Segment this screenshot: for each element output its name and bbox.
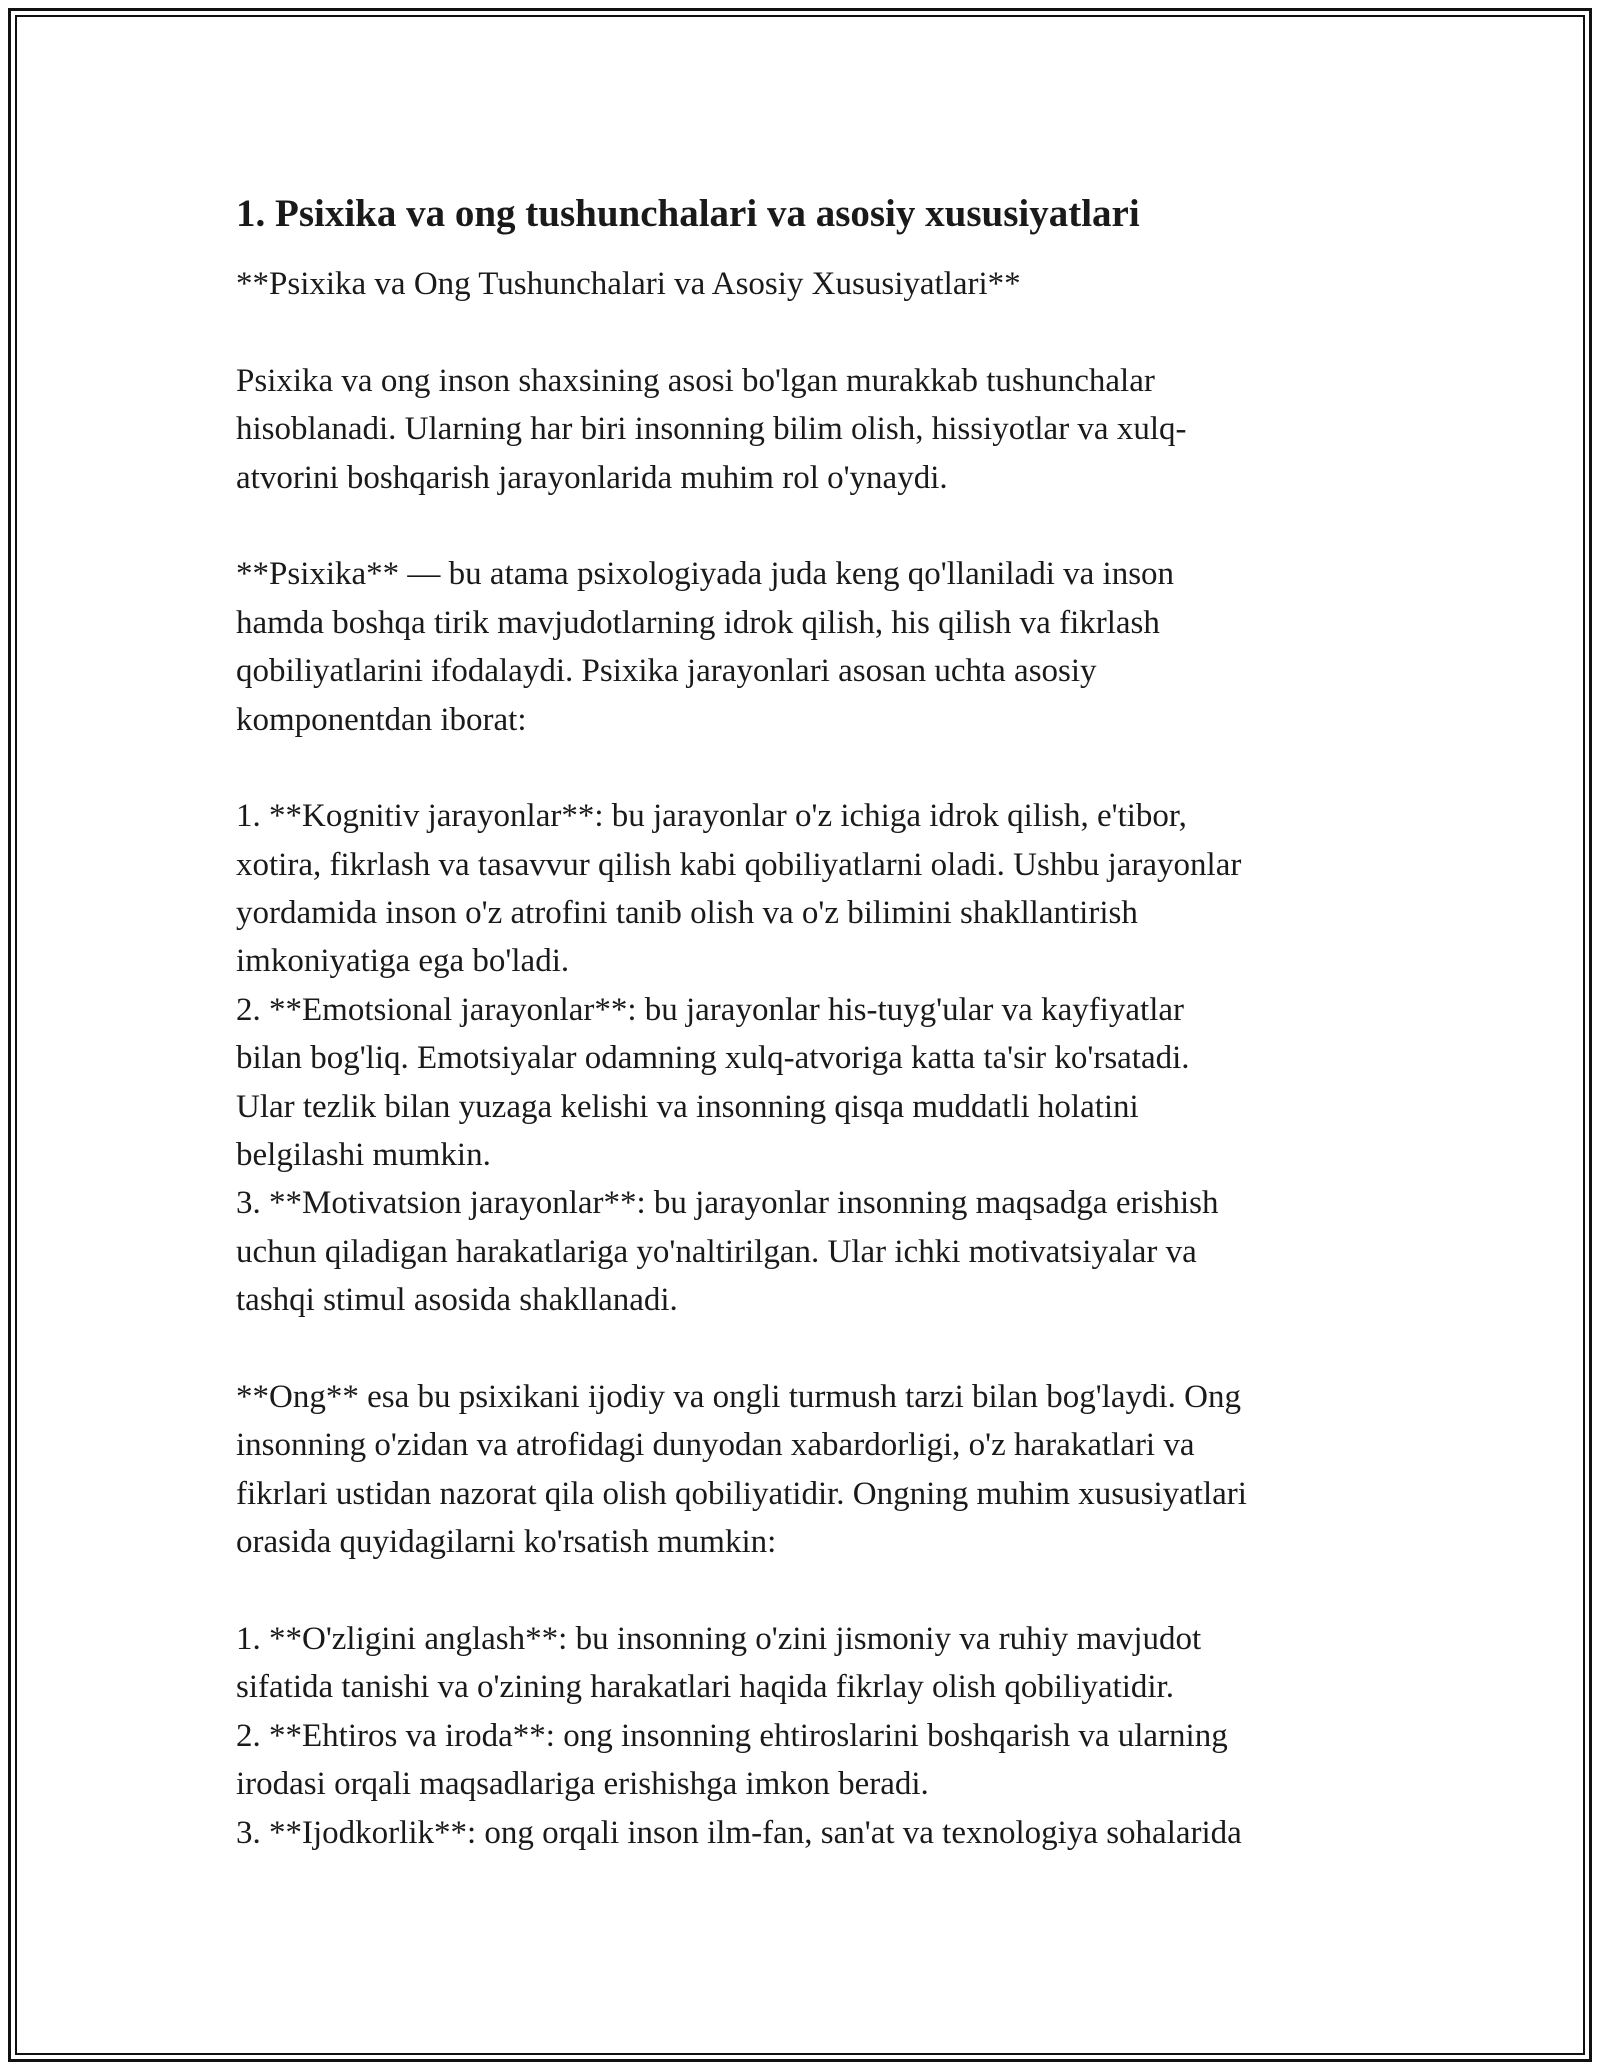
- text-line: qobiliyatlarini ifodalaydi. Psixika jarayonlari asosan uchta asosiy: [236, 653, 1097, 690]
- document-body: [236, 186, 1386, 1857]
- text-line: insonning o'zidan va atrofidagi dunyodan xabardorligi, o'z harakatlari va: [236, 1427, 1195, 1464]
- text-line: tashqi stimul asosida shakllanadi.: [236, 1282, 678, 1319]
- text-line: hamda boshqa tirik mavjudotlarning idrok qilish, his qilish va fikrlash: [236, 604, 1160, 641]
- text-line: [236, 1325, 1386, 1373]
- text-line: **Psixika va Ong Tushunchalari va Asosiy Xususiyatlari**: [236, 266, 1021, 302]
- text-line: 2. **Emotsional jarayonlar**: bu jarayonlar his-tuyg'ular va kayfiyatlar: [236, 991, 1184, 1028]
- document-title: 1. Psixika va ong tushunchalari va asosiy xususiyatlari: [236, 192, 1140, 235]
- text-line: komponentdan iborat:: [236, 701, 527, 738]
- text-line: 2. **Ehtiros va iroda**: ong insonning ehtiroslarini boshqarish va ularning: [236, 1717, 1228, 1754]
- text-line: [236, 1567, 1386, 1615]
- text-line: hisoblanadi. Ularning har biri insonning bilim olish, hissiyotlar va xulq-: [236, 411, 1187, 448]
- text-line: orasida quyidagilarni ko'rsatish mumkin:: [236, 1524, 777, 1561]
- text-line: [236, 502, 1386, 550]
- text-line: bilan bog'liq. Emotsiyalar odamning xulq-atvoriga katta ta'sir ko'rsatadi.: [236, 1040, 1190, 1077]
- text-line: atvorini boshqarish jarayonlarida muhim rol o'ynaydi.: [236, 459, 948, 496]
- text-line: [236, 308, 1386, 356]
- text-line: belgilashi mumkin.: [236, 1137, 491, 1174]
- text-line: xotira, fikrlash va tasavvur qilish kabi qobiliyatlarni oladi. Ushbu jarayonlar: [236, 846, 1242, 883]
- text-line: 3. **Motivatsion jarayonlar**: bu jarayonlar insonning maqsadga erishish: [236, 1185, 1219, 1222]
- text-line: irodasi orqali maqsadlariga erishishga imkon beradi.: [236, 1766, 929, 1803]
- text-line: imkoniyatiga ega bo'ladi.: [236, 943, 570, 980]
- text-line: 1. **O'zligini anglash**: bu insonning o'zini jismoniy va ruhiy mavjudot: [236, 1620, 1202, 1657]
- text-line: sifatida tanishi va o'zining harakatlari haqida fikrlay olish qobiliyatidir.: [236, 1669, 1174, 1706]
- text-line: Psixika va ong inson shaxsining asosi bo'lgan murakkab tushunchalar: [236, 362, 1155, 399]
- text-line: **Psixika** — bu atama psixologiyada juda keng qo'llaniladi va inson: [236, 556, 1175, 593]
- text-line: 3. **Ijodkorlik**: ong orqali inson ilm-fan, san'at va texnologiya sohalarida: [236, 1814, 1242, 1851]
- text-line: [236, 744, 1386, 792]
- text-line: fikrlari ustidan nazorat qila olish qobiliyatidir. Ongning muhim xususiyatlari: [236, 1475, 1247, 1512]
- text-line: 1. **Kognitiv jarayonlar**: bu jarayonlar o'z ichiga idrok qilish, e'tibor,: [236, 798, 1187, 835]
- text-line: uchun qiladigan harakatlariga yo'naltirilgan. Ular ichki motivatsiyalar va: [236, 1233, 1197, 1270]
- document-text: [236, 260, 1386, 1857]
- text-line: Ular tezlik bilan yuzaga kelishi va insonning qisqa muddatli holatini: [236, 1088, 1139, 1125]
- text-line: yordamida inson o'z atrofini tanib olish va o'z bilimini shakllantirish: [236, 895, 1138, 932]
- text-line: **Ong** esa bu psixikani ijodiy va ongli turmush tarzi bilan bog'laydi. Ong: [236, 1378, 1241, 1415]
